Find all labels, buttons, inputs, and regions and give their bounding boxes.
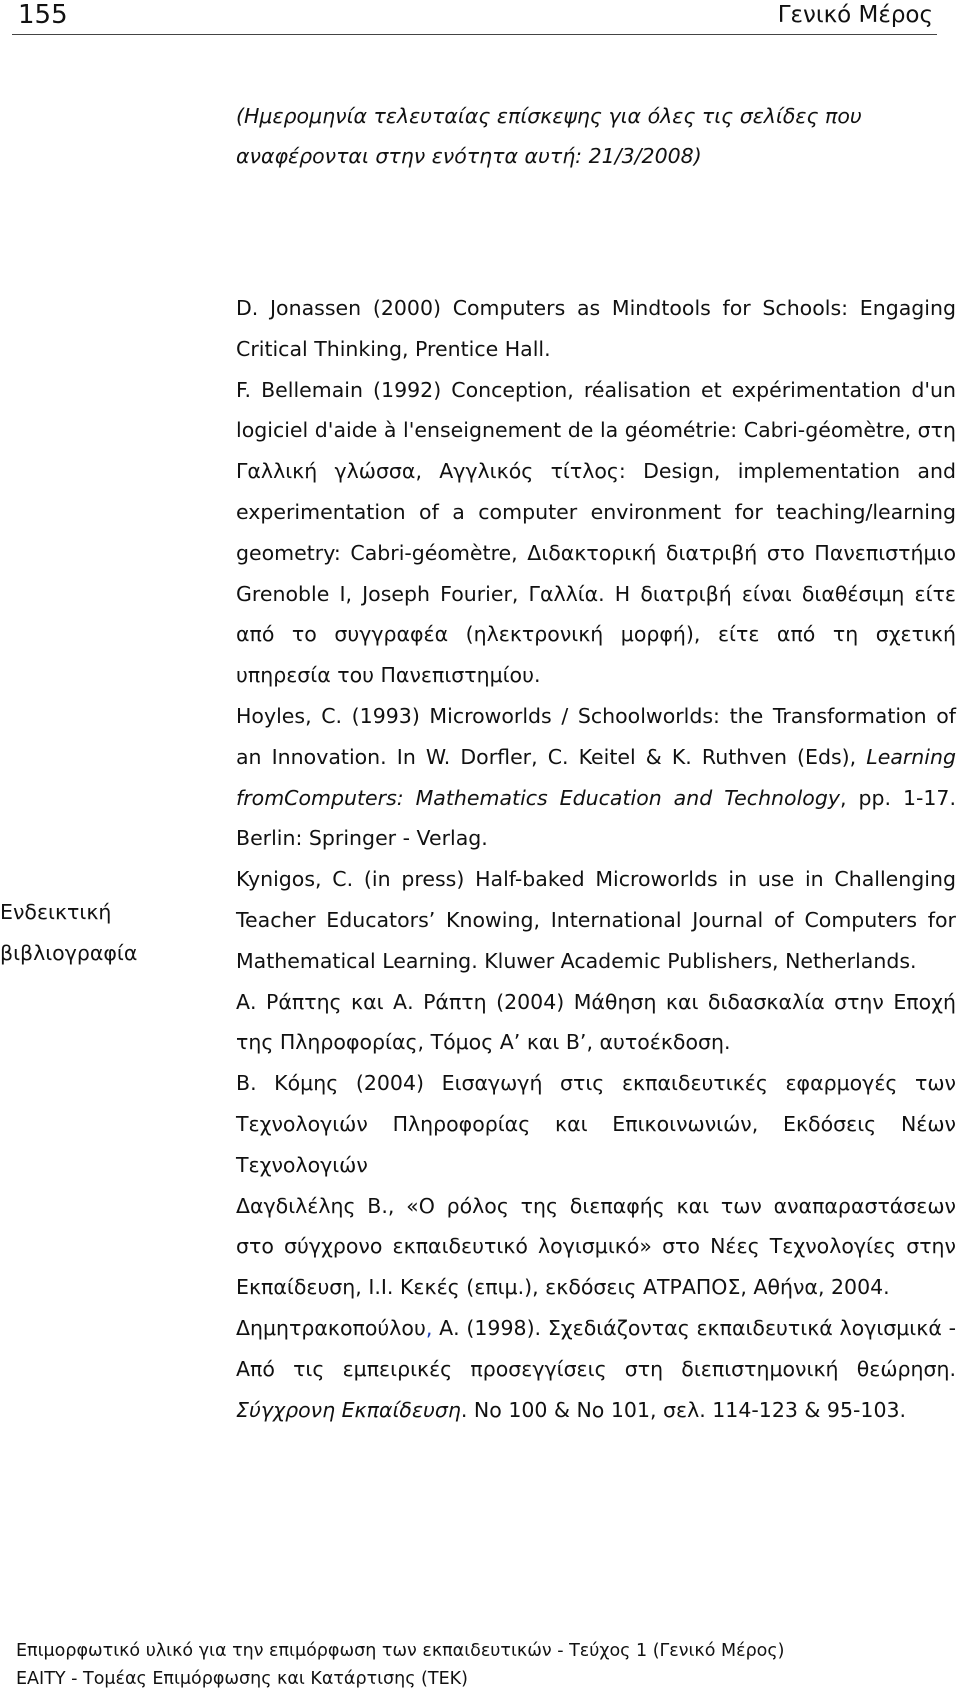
footer-line2: ΕΑΙΤΥ - Τομέας Επιμόρφωσης και Κατάρτισης (ΤΕΚ) bbox=[16, 1669, 468, 1689]
reference-bellemain: F. Bellemain (1992) Conception, réalisation et expérimentation d'un logiciel d'aide à l'enseignement de la géométrie: Cabri-géomètre, στη Γαλλική γλώσσα, Αγγλικός τίτλος: Design, implementation and experimentation of a computer environment for teaching/learning geometry: Cabri-géomètre, Διδακτορική διατριβή στο Πανεπιστήμιο Grenoble I, Joseph Fourier, Γαλλία. Η διατριβή είναι διαθέσιμη είτε από το συγγραφέα (ηλεκτρονική μορφή), είτε από τη σχετική υπηρεσία του Πανεπιστημίου. bbox=[236, 377, 956, 688]
reference-jonassen: D. Jonassen (2000) Computers as Mindtools for Schools: Engaging Critical Thinking, Prentice Hall. bbox=[236, 296, 956, 361]
reference-hoyles-book-title: Learning fromComputers: Mathematics Education and Technology bbox=[236, 744, 956, 810]
reference-dimitrakopoulou-pages: . Νο 100 & Νο 101, σελ. 114-123 & 95-103. bbox=[460, 1397, 907, 1422]
page-number: 155 bbox=[18, 0, 68, 30]
reference-dimitrakopoulou-author: Δημητρακοπούλου bbox=[236, 1315, 426, 1340]
reference-dimitrakopoulou-comma: , bbox=[425, 1315, 433, 1340]
reference-dimitrakopoulou-title: Α. (1998). Σχεδιάζοντας εκπαιδευτικά λογισμικά - Από τις εμπειρικές προσεγγίσεις στη διεπιστημονική θεώρηση. bbox=[236, 1315, 956, 1381]
sidebar-label-line2: βιβλιογραφία bbox=[0, 941, 138, 965]
sidebar-label bbox=[0, 892, 137, 974]
sidebar-label-line1: Ενδεικτική bbox=[0, 900, 112, 924]
reference-hoyles bbox=[236, 696, 956, 859]
reference-komis: Β. Κόμης (2004) Εισαγωγή στις εκπαιδευτικές εφαρμογές των Τεχνολογιών Πληροφορίας και Επικοινωνιών, Εκδόσεις Νέων Τεχνολογιών bbox=[236, 1071, 956, 1177]
reference-list bbox=[236, 288, 956, 1430]
reference-hoyles-authors: Hoyles, C. (1993) Microworlds / Schoolworlds: the Transformation of an Innovation. In W. Dorfler, C. Keitel & K. Ruthven (Eds), bbox=[236, 703, 956, 769]
reference-kynigos: Kynigos, C. (in press) Half-baked Microworlds in use in Challenging Teacher Educators’ Knowing, International Journal of Computers for Mathematical Learning. Kluwer Academic Publishers, Netherlands. bbox=[236, 867, 956, 973]
reference-hoyles-publisher: , pp. 1-17. Berlin: Springer - Verlag. bbox=[236, 785, 956, 851]
intro-note: (Ημερομηνία τελευταίας επίσκεψης για όλες τις σελίδες που αναφέρονται στην ενότητα αυτή: 21/3/2008) bbox=[236, 104, 862, 168]
page-footer bbox=[16, 1637, 784, 1693]
reference-dagdilelis: Δαγδιλέλης Β., «Ο ρόλος της διεπαφής και των αναπαραστάσεων στο σύγχρονο εκπαιδευτικό λογισμικό» στο Νέες Τεχνολογίες στην Εκπαίδευση, Ι.Ι. Κεκές (επιμ.), εκδόσεις ΑΤΡΑΠΟΣ, Αθήνα, 2004. bbox=[236, 1193, 956, 1300]
reference-dimitrakopoulou-journal: Σύγχρονη Εκπαίδευση bbox=[236, 1397, 461, 1422]
footer-line1: Επιμορφωτικό υλικό για την επιμόρφωση των εκπαιδευτικών - Τεύχος 1 (Γενικό Μέρος) bbox=[16, 1641, 785, 1661]
reference-raptis: Α. Ράπτης και Α. Ράπτη (2004) Μάθηση και διδασκαλία στην Εποχή της Πληροφορίας, Τόμος Α’ και Β’, αυτοέκδοση. bbox=[236, 989, 956, 1055]
page-header bbox=[12, 0, 937, 35]
section-title: Γενικό Μέρος bbox=[777, 2, 933, 28]
reference-dimitrakopoulou bbox=[236, 1308, 956, 1430]
